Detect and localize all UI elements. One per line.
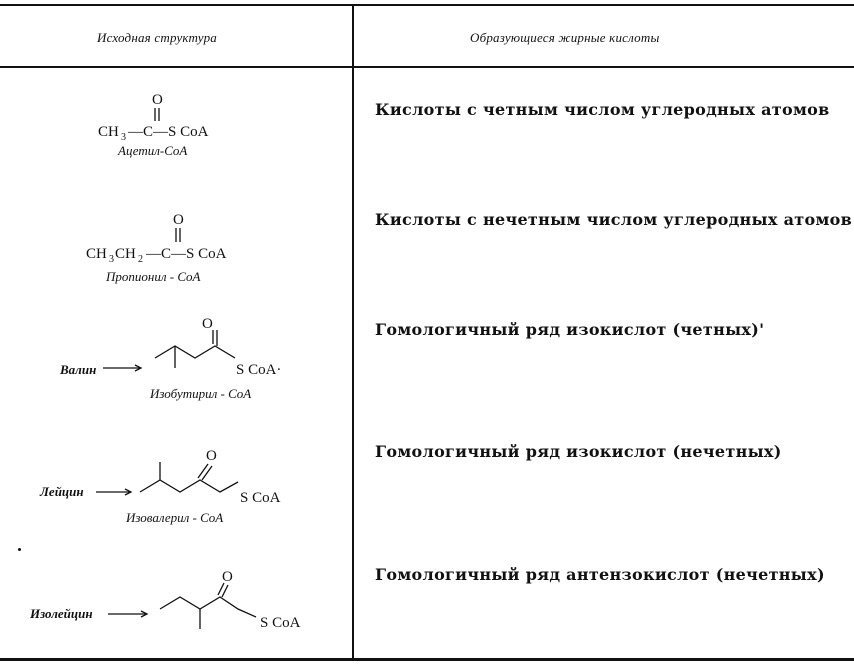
structure-isovaleryl-coa <box>0 430 352 550</box>
table-row <box>0 545 854 665</box>
top-rule <box>0 4 854 6</box>
structure-propionyl-coa <box>0 200 352 320</box>
acid-description: Кислоты с четным числом углеродных атомов <box>375 100 830 119</box>
acid-description: Гомологичный ряд антензокислот (нечетных) <box>375 565 825 584</box>
formula-sub: 3 <box>121 132 126 143</box>
structure-isobutyryl-coa <box>0 310 352 430</box>
formula-sub-2: 2 <box>138 254 143 265</box>
acid-description: Гомологичный ряд изокислот (нечетных) <box>375 442 782 461</box>
oxygen-label: O <box>173 212 184 228</box>
header-rule <box>0 66 854 68</box>
structure-caption: Пропионил - CoA <box>106 269 201 284</box>
isoleucine-derived-skeletal <box>0 545 352 660</box>
structure-acetyl-coa <box>0 78 352 198</box>
scoa-label: S CoA· <box>236 362 282 378</box>
propionyl-coa-formula <box>0 200 352 320</box>
structure-isoleucine-derived <box>0 545 352 665</box>
table-row <box>0 430 854 550</box>
acid-description: Кислоты с нечетным числом углеродных атомов <box>375 210 853 229</box>
formula-ch2: CH <box>115 246 136 262</box>
source-amino-acid: Валин <box>60 362 97 377</box>
table-row <box>0 78 854 198</box>
acetyl-coa-formula <box>0 78 352 198</box>
table-row <box>0 310 854 430</box>
structure-caption: Ацетил-CoA <box>118 143 188 158</box>
formula-rest: —C—S CoA <box>146 246 227 262</box>
scoa-label: S CoA <box>260 615 301 631</box>
acid-description: Гомологичный ряд изокислот (четных)' <box>375 320 765 339</box>
source-amino-acid: Изолейцин <box>30 606 93 621</box>
oxygen-label: O <box>222 569 233 585</box>
formula-ch: CH <box>98 124 119 140</box>
carbon-skeleton <box>155 346 235 358</box>
isovaleryl-coa-skeletal <box>0 430 352 550</box>
structure-caption: Изовалерил - CoA <box>126 510 224 525</box>
table-row <box>0 200 854 320</box>
oxygen-label: O <box>152 92 163 108</box>
carbon-skeleton <box>160 597 256 617</box>
carbon-skeleton <box>140 480 238 492</box>
header-structure: Исходная структура <box>97 30 218 45</box>
isobutyryl-coa-skeletal <box>0 310 352 430</box>
formula-sub-3: 3 <box>109 254 114 265</box>
source-amino-acid: Лейцин <box>40 484 84 499</box>
oxygen-label: O <box>206 448 217 464</box>
scoa-label: S CoA <box>240 490 281 506</box>
oxygen-label: O <box>202 316 213 332</box>
formula-rest: —C—S CoA <box>128 124 209 140</box>
formula-ch3: CH <box>86 246 107 262</box>
structure-caption: Изобутирил - CoA <box>150 386 252 401</box>
header-acids: Образующиеся жирные кислоты <box>470 30 660 45</box>
